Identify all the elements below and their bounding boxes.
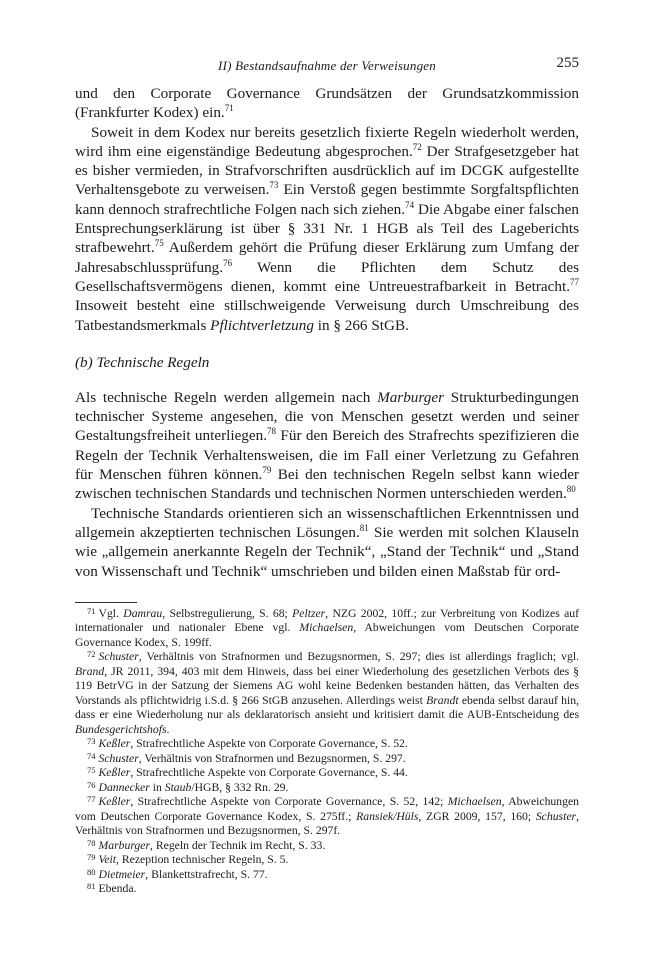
paragraph-4 <box>75 504 579 581</box>
footnote-ref-72[interactable]: 72 <box>412 141 422 152</box>
text-run: Für den Bereich des Strafrechts spezifizieren die Regeln der Technik Verhaltensweisen, die im Fall einer Verletzung zu Gefahren für Menschen führen können. <box>75 427 580 484</box>
text-run: Strukturbedingungen technischer Systeme angesehen, die von Menschen gesetzt werden und seiner Gestaltungsfreiheit unterliegen. <box>75 388 579 445</box>
footnote-ref-76[interactable]: 76 <box>223 257 233 268</box>
footnote-ref-77[interactable]: 77 <box>570 276 579 287</box>
footnote-text: Ebenda. <box>98 882 137 896</box>
footnote-text: in <box>149 780 165 794</box>
footnote-separator <box>75 602 137 603</box>
footnote-text: ebenda selbst darauf hin, dass er eine Wiederholung nur als deklaratorisch ansieht und kritisiert damit die AUB-Entscheidung des <box>75 693 579 722</box>
footnote-ref-81[interactable]: 81 <box>359 522 369 533</box>
footnote-text: , Regeln der Technik im Recht, S. 33. <box>150 838 326 852</box>
footnote-73 <box>75 737 579 752</box>
footnote-text: Vgl. <box>98 606 124 620</box>
paragraph-1 <box>75 84 579 123</box>
footnote-number: 78 <box>87 837 96 848</box>
footnote-text: , Abweichungen vom Deutschen Corporate Governance Kodex, S. 275ff.; <box>75 795 579 823</box>
footnote-text: , Verhältnis von Strafnormen und Bezugsnormen, S. 297. <box>138 751 406 765</box>
text-run: und den Corporate Governance Grundsätzen der Grundsatzkommission (Frankfurter Kodex) ein. <box>75 85 579 122</box>
footnote-79 <box>75 853 579 868</box>
text-run: Insoweit besteht eine stillschweigende Verweisung durch Umschreibung des Tatbestandsmerkmals <box>75 297 579 334</box>
footnote-ref-80[interactable]: 80 <box>566 484 576 495</box>
emphasis: Marburger <box>377 388 444 406</box>
text-run: in § 266 StGB. <box>313 316 409 334</box>
text-run: Wenn die Pflichten dem Schutz des Gesellschaftsvermögens dienen, kommt eine Untreuestrafbarkeit in Betracht. <box>75 258 579 295</box>
text-run: Außerdem gehört die Prüfung dieser Erklärung zum Umfang der Jahresabschlussprüfung. <box>75 239 579 276</box>
footnote-number: 71 <box>87 605 96 616</box>
footnote-number: 81 <box>87 881 96 892</box>
footnote-77 <box>75 795 579 839</box>
footnote-text: , JR 2011, 394, 403 mit dem Hinweis, dass bei einer Wiederholung des gesetzlichen Verbots des § 119 BetrVG in der Satzung der Siemens AG wohl keine Bedenken bestanden hätten, das Verhalten des Vorstands als pflichtwidrig i.S.d. § 266 StGB anzusehen. Allerdings weist <box>75 664 579 707</box>
footnote-text: , Verhältnis von Strafnormen und Bezugsnormen, S. 297f. <box>75 809 579 838</box>
text-run: Die Abgabe einer falschen Entsprechungserklärung ist über § 331 Nr. 1 HGB als Teil des Lageberichts strafbewehrt. <box>75 200 579 257</box>
footnote-author: Schuster <box>98 650 139 664</box>
section-heading: (b) Technische Regeln <box>75 353 210 371</box>
footnote-72 <box>75 650 579 737</box>
running-header <box>75 55 579 84</box>
footnote-81 <box>75 882 579 897</box>
footnote-text: . <box>166 722 170 736</box>
paragraph-3 <box>75 388 579 504</box>
footnote-number: 77 <box>87 794 96 805</box>
footnote-author: Damrau <box>123 606 163 620</box>
footnote-number: 73 <box>87 736 96 747</box>
running-title: II) Bestandsaufnahme der Verweisungen <box>218 58 436 73</box>
emphasis: Pflichtverletzung <box>210 316 314 334</box>
footnote-ref-74[interactable]: 74 <box>405 199 415 210</box>
page-number: 255 <box>556 55 579 71</box>
paragraph-2 <box>75 123 579 335</box>
footnote-ref-75[interactable]: 75 <box>154 238 164 249</box>
footnote-ref-73[interactable]: 73 <box>269 180 279 191</box>
footnotes <box>75 607 579 897</box>
footnote-text: , ZGR 2009, 157, 160; <box>418 809 536 823</box>
footnote-author: Michaelsen <box>447 795 502 809</box>
footnote-author: Keßler <box>98 795 131 809</box>
footnote-author: Michaelsen <box>299 621 354 635</box>
footnote-number: 72 <box>87 649 96 660</box>
footnote-text: , NZG 2002, 10ff.; zur Verbreitung von Kodizes auf internationaler und nationaler Ebene vgl. <box>75 606 580 635</box>
footnote-author: Marburger <box>98 838 151 852</box>
footnote-ref-71[interactable]: 71 <box>224 103 234 114</box>
footnote-text: , Rezeption technischer Regeln, S. 5. <box>116 853 289 867</box>
footnote-75 <box>75 766 579 781</box>
footnote-author: Schuster <box>535 809 577 823</box>
book-page <box>75 55 580 897</box>
text-run: Als technische Regeln werden allgemein nach <box>75 388 378 406</box>
footnote-author: Keßler <box>98 766 131 780</box>
footnote-author: Brand <box>75 664 105 678</box>
footnote-author: Keßler <box>98 737 131 751</box>
footnote-number: 74 <box>87 750 96 761</box>
text-run: Ein Verstoß gegen bestimmte Sorgfaltspflichten kann dennoch strafrechtliche Folgen nach sich ziehen. <box>75 181 580 218</box>
footnote-text: , Verhältnis von Strafnormen und Bezugsnormen, S. 297; dies ist allerdings fraglich; vgl. <box>138 650 579 664</box>
footnote-author: Veit <box>98 853 117 867</box>
footnote-71 <box>75 607 579 651</box>
footnote-text: , Strafrechtliche Aspekte von Corporate Governance, S. 52, 142; <box>130 795 448 809</box>
footnote-author: Dannecker <box>98 780 150 794</box>
footnote-author: Dietmeier <box>98 867 146 881</box>
footnote-author: Ransiek/Hüls <box>356 809 419 823</box>
footnote-author: Peltzer <box>292 606 326 620</box>
footnote-78 <box>75 839 579 854</box>
footnote-author: Schuster <box>98 751 139 765</box>
footnote-text: , Abweichungen vom Deutschen Corporate Governance Kodex, S. 199ff. <box>75 621 579 649</box>
text-run: Sie werden mit solchen Klauseln wie „allgemein anerkannte Regeln der Technik“, „Stand der Technik“ und „Stand von Wissenschaft und Technik“ umschrieben und bilden einen Maßstab für ord- <box>75 523 580 580</box>
main-text <box>75 84 579 581</box>
footnote-74 <box>75 752 579 767</box>
footnote-author: Bundesgerichtshofs <box>75 722 167 736</box>
footnote-number: 80 <box>87 866 96 877</box>
footnote-text: , Selbstregulierung, S. 68; <box>162 606 293 620</box>
text-run: Der Strafgesetzgeber hat es bisher vermieden, in Strafvorschriften ausdrücklich auf im DCGK aufgestellte Verhaltensgebote zu verweisen. <box>75 142 579 199</box>
footnote-text: , Strafrechtliche Aspekte von Corporate Governance, S. 44. <box>130 766 408 780</box>
footnote-number: 76 <box>87 779 96 790</box>
text-run: Soweit in dem Kodex nur bereits gesetzlich fixierte Regeln wiederholt werden, wird ihm eine eigenständige Bedeutung abgesprochen. <box>75 123 579 160</box>
footnote-text: , Strafrechtliche Aspekte von Corporate Governance, S. 52. <box>130 737 408 751</box>
footnote-number: 75 <box>87 765 96 776</box>
footnote-author: Brandt <box>426 693 459 707</box>
footnote-80 <box>75 868 579 883</box>
text-run: Technische Standards orientieren sich an wissenschaftlichen Erkenntnissen und allgemein akzeptierten technischen Lösungen. <box>75 504 579 541</box>
text-run: Bei den technischen Regeln selbst kann wieder zwischen technischen Standards und technischen Normen unterschieden werden. <box>75 466 579 503</box>
footnote-author: Staub <box>164 780 192 794</box>
footnote-ref-79[interactable]: 79 <box>262 465 272 476</box>
footnote-text: /HGB, § 332 Rn. 29. <box>191 780 289 794</box>
footnote-ref-78[interactable]: 78 <box>267 426 277 437</box>
footnote-number: 79 <box>87 852 96 863</box>
footnote-76 <box>75 781 579 796</box>
footnote-text: , Blankettstrafrecht, S. 77. <box>145 867 268 881</box>
